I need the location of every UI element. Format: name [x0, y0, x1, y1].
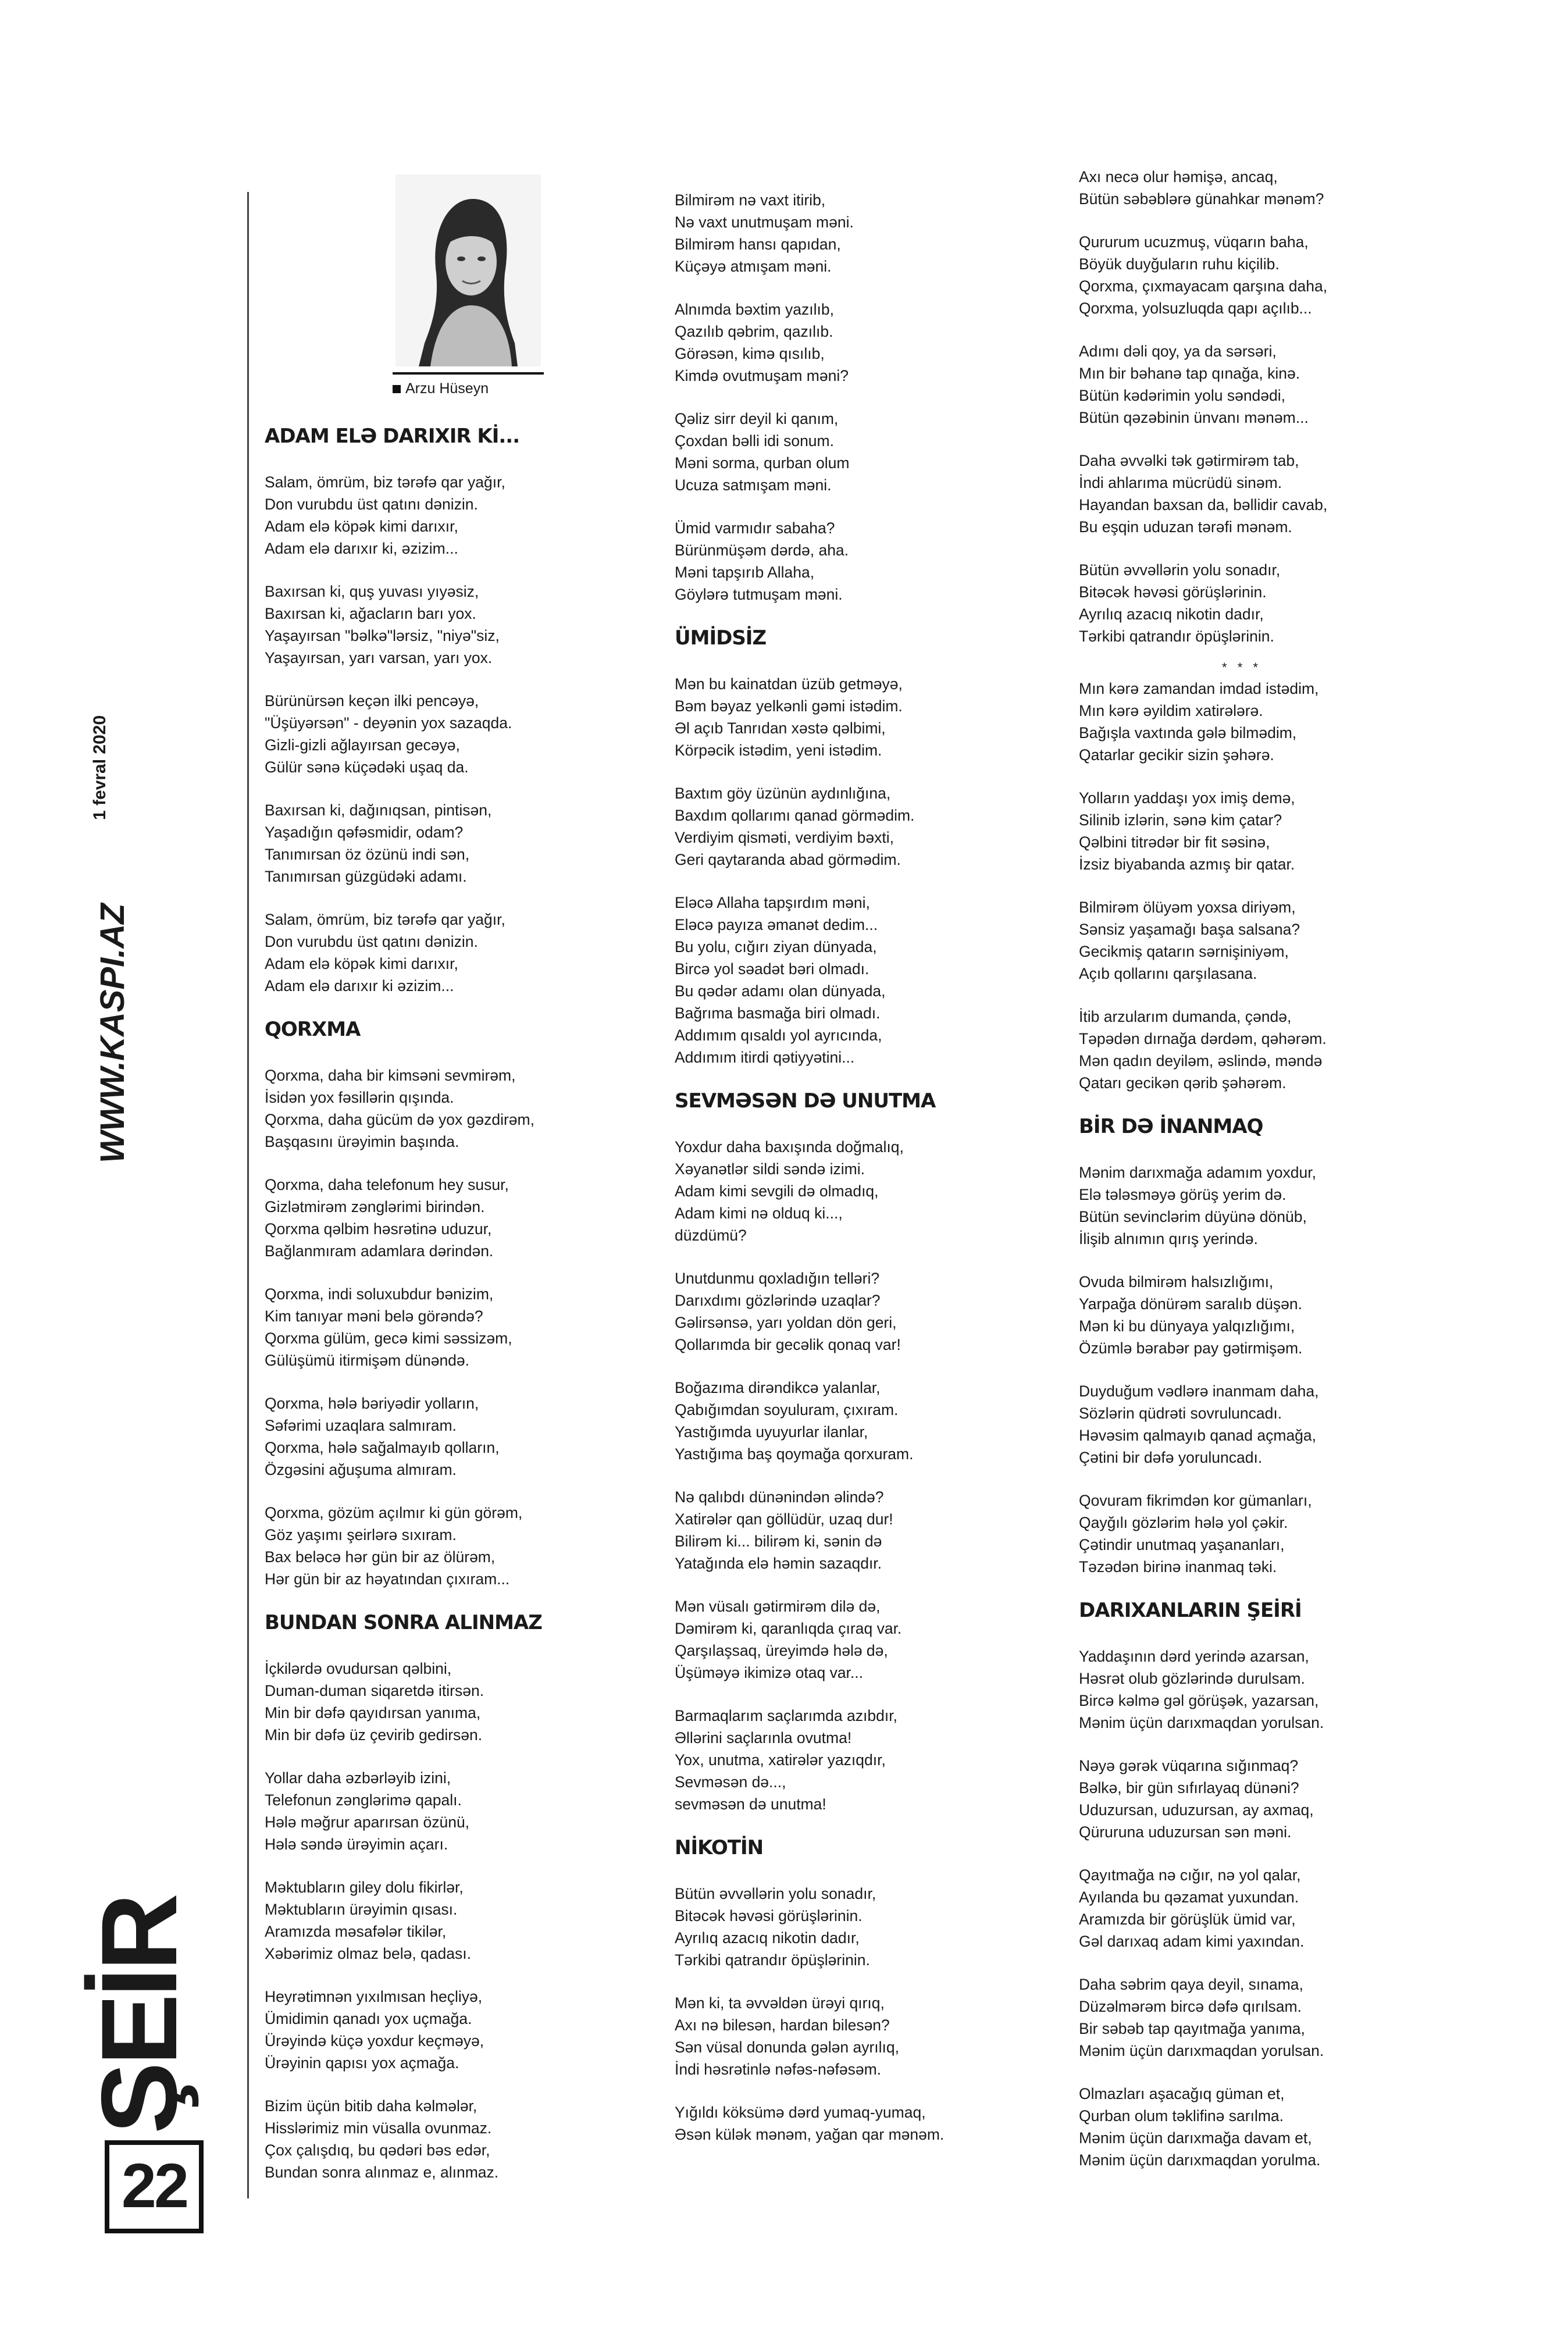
poem-title: QORXMA	[265, 1018, 361, 1041]
poem-line: Məktubların ürəyimin qısası.	[265, 1901, 458, 1918]
poem-line: Aramızda bir görüşlük ümid var,	[1079, 1911, 1296, 1928]
poem-line: Əsən külək mənəm, yağan qar mənəm.	[675, 2126, 945, 2143]
poem-line: Məktubların giley dolu fikirlər,	[265, 1879, 464, 1896]
poem-line: Mən qadın deyiləm, əslində, məndə	[1079, 1052, 1323, 1070]
poem-stanza	[265, 1392, 590, 1481]
poem-stanza	[1079, 2083, 1405, 2171]
poem-line: Axı necə olur həmişə, ancaq,	[1079, 168, 1278, 186]
poem-line: Yaddaşının dərd yerində azarsan,	[1079, 1648, 1309, 1665]
poem-stanza	[1079, 166, 1405, 210]
poem-line: Aramızda məsafələr tikilər,	[265, 1923, 447, 1940]
poem-line: Adam elə darıxır ki, əzizim...	[265, 540, 458, 557]
poem-line: Göylərə tutmuşam məni.	[675, 586, 843, 603]
poem-line: Qurban olum təklifinə sarılma.	[1079, 2107, 1284, 2125]
poem-stanza	[675, 673, 1000, 761]
poem-stanza	[265, 1876, 590, 1965]
poem-line: Ucuza satmışam məni.	[675, 476, 832, 494]
poem-line: Daha əvvəlki tək gətirmirəm tab,	[1079, 452, 1299, 469]
column-3	[1079, 166, 1405, 2192]
poem-stanza	[1079, 1755, 1405, 1843]
poem-line: Min bir dəfə qayıdırsan yanıma,	[265, 1704, 481, 1722]
poem-line: Baxırsan ki, dağınıqsan, pintisən,	[265, 801, 492, 819]
stanza-separator	[1079, 661, 1405, 674]
poem-stanza	[265, 1283, 590, 1371]
poem-stanza	[1079, 1380, 1405, 1469]
poem-stanza	[1079, 559, 1405, 647]
poem-stanza	[675, 189, 1000, 277]
poem-line: Yığıldı köksümə dərd yumaq-yumaq,	[675, 2104, 926, 2121]
poem-stanza	[265, 471, 590, 559]
poem-line: Yastığıma baş qoymağa qorxuram.	[675, 1445, 914, 1463]
poem-line: Tanımırsan öz özünü indi sən,	[265, 846, 470, 863]
poem-stanza	[1079, 787, 1405, 875]
poem-line: Mənim üçün darıxmağa davam et,	[1079, 2129, 1312, 2147]
poem-line: Kim tanıyar məni belə görəndə?	[265, 1307, 483, 1325]
poem-line: Bəm bəyaz yelkənli gəmi istədim.	[675, 697, 903, 715]
poem-line: Daha səbrim qaya deyil, sınama,	[1079, 1976, 1303, 1993]
poem-line: Göz yaşımı şeirlərə sıxıram.	[265, 1526, 457, 1544]
poem-line: Adam elə köpək kimi darıxır,	[265, 955, 458, 972]
poem-stanza	[1079, 450, 1405, 538]
poem-line: Ovuda bilmirəm halsızlığımı,	[1079, 1273, 1274, 1291]
poem-line: Gizli-gizli ağlayırsan gecəyə,	[265, 736, 460, 754]
poem-stanza	[1079, 1489, 1405, 1578]
poem-line: Qorxma, çıxmayacam qarşına daha,	[1079, 277, 1328, 295]
poem-line: Bilmirəm hansı qapıdan,	[675, 236, 841, 253]
poem-stanza	[265, 1502, 590, 1590]
poem-line: Ayrılıq azacıq nikotin dadır,	[675, 1929, 860, 1947]
poem-line: Görəsən, kimə qısılıb,	[675, 345, 825, 362]
poem-stanza	[675, 1595, 1000, 1684]
poem-line: Çətini bir dəfə yoruluncadı.	[1079, 1449, 1263, 1466]
poem-title: ADAM ELƏ DARIXIR Kİ...	[265, 425, 520, 448]
poem-stanza	[1079, 678, 1405, 766]
poem-line: Bütün sevinclərim düyünə dönüb,	[1079, 1208, 1307, 1225]
poem-line: Bundan sonra alınmaz e, alınmaz.	[265, 2164, 499, 2181]
poem-stanza	[265, 2095, 590, 2183]
poem-line: Yaşayırsan "bəlkə"lərsiz, "niyə"siz,	[265, 627, 500, 644]
poem-line: Baxdım qollarımı qanad görmədim.	[675, 807, 915, 824]
poem-line: Bircə kəlmə gəl görüşək, yazarsan,	[1079, 1692, 1319, 1709]
poem-stanza	[265, 1064, 590, 1153]
poem-line: Sözlərin qüdrəti sovruluncadı.	[1079, 1405, 1282, 1422]
poem-line: * * *	[1222, 660, 1261, 675]
poem-line: Bilmirəm nə vaxt itirib,	[675, 191, 826, 209]
poem-line: Ayılanda bu qəzamat yuxundan.	[1079, 1888, 1299, 1906]
poem-stanza	[675, 408, 1000, 496]
poem-line: Təpədən dırnağa dərdəm, qəhərəm.	[1079, 1030, 1327, 1047]
poem-stanza	[1079, 1645, 1405, 1734]
poem-line: Qorxma, daha gücüm də yox gəzdirəm,	[265, 1111, 534, 1128]
poem-line: Küçəyə atmışam məni.	[675, 258, 832, 275]
poem-line: Əl açıb Tanrıdan xəstə qəlbimi,	[675, 719, 886, 737]
poem-line: Nəyə gərək vüqarına sığınmaq?	[1079, 1757, 1299, 1774]
poem-line: Qovuram fikrimdən kor gümanları,	[1079, 1492, 1312, 1509]
poem-line: "Üşüyərsən" - deyənin yox sazaqda.	[265, 714, 512, 732]
poem-line: Don vurubdu üst qatını dənizin.	[265, 496, 478, 513]
poem-line: Özümlə bərabər pay gətirmişəm.	[1079, 1339, 1303, 1357]
poem-line: Mın kərə əyildim xatirələrə.	[1079, 702, 1263, 719]
poem-line: Tanımırsan güzgüdəki adamı.	[265, 868, 467, 885]
poem-line: Ümid varmıdır sabaha?	[675, 519, 835, 537]
poem-line: Bütün kədərimin yolu səndədi,	[1079, 387, 1286, 404]
poem-line: Əllərini saçlarınla ovutma!	[675, 1729, 852, 1747]
poem-line: Mən bu kainatdan üzüb getməyə,	[675, 675, 903, 693]
poem-stanza	[265, 1986, 590, 2074]
poem-line: Məni sorma, qurban olum	[675, 454, 850, 472]
poem-line: Qorxma, gözüm açılmır ki gün görəm,	[265, 1504, 523, 1521]
poem-stanza	[675, 892, 1000, 1068]
poem-line: Xəbərimiz olmaz belə, qadası.	[265, 1945, 471, 1962]
poem-line: Özgəsini ağuşuma almıram.	[265, 1461, 457, 1478]
poem-line: Dəmirəm ki, qaranlıqda çıraq var.	[675, 1620, 902, 1637]
poem-title: DARIXANLARIN ŞEİRİ	[1079, 1599, 1302, 1622]
poem-line: Heyrətimnən yıxılmısan heçliyə,	[265, 1988, 483, 2005]
poem-line: İndi həsrətinlə nəfəs-nəfəsəm.	[675, 2061, 882, 2078]
issue-date: 1 fevral 2020	[90, 715, 109, 820]
column-2	[675, 189, 1000, 2166]
poem-line: Mənim üçün darıxmaqdan yorulma.	[1079, 2151, 1321, 2169]
poem-line: Baxtım göy üzünün aydınlığına,	[675, 785, 891, 802]
poem-line: Gülür sənə küçədəki uşaq da.	[265, 758, 469, 776]
poem-line: Qüruruna uduzursan sən məni.	[1079, 1823, 1292, 1841]
poem-line: Telefonun zənglərimə qapalı.	[265, 1791, 462, 1809]
poem-line: Bağışla vaxtında gələ bilmədim,	[1079, 724, 1297, 742]
poem-line: Bağrıma basmağa biri olmadı.	[675, 1004, 881, 1022]
poem-line: Eləcə Allaha tapşırdım məni,	[675, 894, 870, 911]
poem-stanza	[675, 1267, 1000, 1356]
poem-title: BUNDAN SONRA ALINMAZ	[265, 1611, 542, 1634]
section-header	[80, 1873, 209, 2233]
column-divider	[247, 192, 249, 2198]
poem-title: NİKOTİN	[675, 1836, 764, 1859]
poem-line: Mən ki, ta əvvəldən ürəyi qırıq,	[675, 1994, 885, 2012]
poem-line: Yarpağa dönürəm saralıb düşən.	[1079, 1295, 1303, 1313]
poem-line: Səfərimi uzaqlara salmıram.	[265, 1417, 457, 1434]
poem-stanza	[1079, 1271, 1405, 1359]
website-url[interactable]: WWW.KASPI.AZ	[94, 903, 131, 1163]
poem-line: Düzəlmərəm bircə dəfə qırılsam.	[1079, 1998, 1302, 2015]
poem-line: Min bir dəfə üz çevirib gedirsən.	[265, 1726, 483, 1744]
poem-line: İndi ahlarıma mücrüdü sinəm.	[1079, 474, 1282, 491]
poem-stanza	[675, 1705, 1000, 1815]
poem-line: Üşüməyə ikimizə otaq var...	[675, 1664, 864, 1681]
poem-line: Sənsiz yaşamağı başa salsana?	[1079, 921, 1300, 938]
poem-stanza	[675, 2101, 1000, 2146]
poem-line: Bağlanmıram adamlara dərindən.	[265, 1242, 494, 1260]
poem-line: İzsiz biyabanda azmış bir qatar.	[1079, 856, 1295, 873]
poem-line: Qollarımda bir gecəlik qonaq var!	[675, 1336, 901, 1353]
poem-stanza	[265, 799, 590, 888]
poem-line: Salam, ömrüm, biz tərəfə qar yağır,	[265, 473, 505, 491]
poem-line: Baxırsan ki, quş yuvası yıyəsiz,	[265, 583, 479, 600]
poem-line: Uduzursan, uduzursan, ay axmaq,	[1079, 1801, 1314, 1819]
poem-title: ÜMİDSİZ	[675, 626, 767, 650]
poem-line: düzdümü?	[675, 1227, 747, 1244]
poem-line: Bitəcək həvəsi görüşlərinin.	[1079, 583, 1267, 601]
bullet-icon	[393, 385, 401, 393]
poem-line: Adımı dəli qoy, ya da sərsəri,	[1079, 343, 1277, 360]
poem-line: Nə qalıbdı dünənindən əlində?	[675, 1488, 884, 1506]
author-photo	[395, 174, 541, 366]
poem-line: Qabığımdan soyuluram, çıxıram.	[675, 1401, 899, 1419]
poem-line: Gecikmiş qatarın sərnişiniyəm,	[1079, 943, 1289, 960]
poem-line: Bütün əvvəllərin yolu sonadır,	[675, 1885, 876, 1902]
poem-line: Həsrət olub gözlərində durulsam.	[1079, 1670, 1305, 1687]
poem-line: Yaşadığın qəfəsmidir, odam?	[265, 824, 464, 841]
poem-stanza	[675, 782, 1000, 871]
section-title: ŞEİR	[80, 1897, 199, 2134]
poem-line: Gəl darıxaq adam kimi yaxından.	[1079, 1933, 1305, 1950]
poem-line: Qorxma, daha bir kimsəni sevmirəm,	[265, 1067, 516, 1084]
poem-line: Salam, ömrüm, biz tərəfə qar yağır,	[265, 911, 505, 928]
poem-line: Çətindir unutmaq yaşananları,	[1079, 1536, 1285, 1553]
poem-line: İçkilərdə ovudursan qəlbini,	[265, 1660, 452, 1677]
poem-line: Qayğılı gözlərim hələ yol çəkir.	[1079, 1514, 1288, 1531]
poem-stanza	[675, 1377, 1000, 1465]
poem-stanza	[1079, 1973, 1405, 2062]
poem-line: Bilmirəm ölüyəm yoxsa diriyəm,	[1079, 899, 1296, 916]
poem-stanza	[675, 298, 1000, 387]
poem-line: Xəyanətlər sildi səndə izimi.	[675, 1160, 865, 1178]
poem-line: İlişib alnımın qırış yerində.	[1079, 1230, 1258, 1248]
poem-title: SEVMƏSƏN DƏ UNUTMA	[675, 1089, 936, 1113]
poem-line: Yaşayırsan, yarı varsan, yarı yox.	[265, 649, 493, 667]
poem-line: Bitəcək həvəsi görüşlərinin.	[675, 1907, 863, 1925]
poem-line: Çoxdan bəlli idi sonum.	[675, 432, 834, 450]
author-caption	[393, 372, 544, 397]
poem-line: Hər gün bir az həyatından çıxıram...	[265, 1570, 510, 1588]
poem-line: Qəliz sirr deyil ki qanım,	[675, 410, 839, 427]
poem-stanza	[1079, 1006, 1405, 1094]
poem-line: Ürəyində küçə yoxdur keçməyə,	[265, 2032, 484, 2050]
poem-line: İsidən yox fəsillərin qışında.	[265, 1089, 454, 1106]
poem-line: Çox çalışdıq, bu qədəri bəs edər,	[265, 2141, 490, 2159]
poem-line: Qorxma, yolsuzluqda qapı açılıb...	[1079, 300, 1312, 317]
poem-line: Bu qədər adamı olan dünyada,	[675, 982, 886, 1000]
poem-line: Duman-duman siqaretdə itirsən.	[265, 1682, 484, 1699]
poem-line: Mən ki bu dünyaya yalqızlığımı,	[1079, 1317, 1295, 1335]
poem-line: Hələ səndə ürəyimin açarı.	[265, 1836, 448, 1853]
poem-line: Bəlkə, bir gün sıfırlayaq dünəni?	[1079, 1779, 1299, 1797]
poem-line: Qazılıb qəbrim, qazılıb.	[675, 323, 833, 340]
portrait-photo-icon	[395, 174, 541, 366]
poem-line: Qorxma qəlbim həsrətinə uduzur,	[265, 1220, 492, 1238]
poem-line: Bu eşqin uduzan tərəfi mənəm.	[1079, 518, 1292, 536]
poem-line: Qorxma, indi soluxubdur bənizim,	[265, 1285, 494, 1303]
poem-line: Don vurubdu üst qatını dənizin.	[265, 933, 478, 950]
poem-line: Açıb qollarını qarşılasana.	[1079, 965, 1257, 982]
poem-line: Silinib izlərin, sənə kim çatar?	[1079, 811, 1282, 829]
poem-line: Yolların yaddaşı yox imiş demə,	[1079, 789, 1295, 807]
poem-line: Mın kərə zamandan imdad istədim,	[1079, 680, 1319, 697]
column-1	[265, 425, 590, 2204]
poem-stanza	[675, 1136, 1000, 1246]
poem-line: Adam kimi sevgili də olmadıq,	[675, 1182, 879, 1200]
poem-stanza	[1079, 231, 1405, 319]
poem-line: Ürəyinin qapısı yox açmağa.	[265, 2054, 459, 2072]
poem-line: Yastığımda uyuyurlar ilanlar,	[675, 1423, 868, 1441]
poem-line: Unutdunmu qoxladığın telləri?	[675, 1270, 880, 1287]
poem-line: Axı nə bilesən, hardan bilesən?	[675, 2016, 890, 2034]
poem-line: Həvəsim qalmayıb qanad açmağa,	[1079, 1427, 1317, 1444]
poem-line: Adam elə köpək kimi darıxır,	[265, 518, 458, 535]
poem-line: Körpəcik istədim, yeni istədim.	[675, 742, 882, 759]
poem-line: Başqasını ürəyimin başında.	[265, 1133, 459, 1150]
poem-stanza	[675, 517, 1000, 605]
poem-line: Bürünürsən keçən ilki pencəyə,	[265, 692, 479, 710]
poem-title: BİR DƏ İNANMAQ	[1079, 1115, 1263, 1138]
poem-line: Bu yolu, cığırı ziyan dünyada,	[675, 938, 877, 956]
poem-line: Darıxdımı gözlərində uzaqlar?	[675, 1292, 881, 1309]
poem-line: Addımım qısaldı yol ayrıcında,	[675, 1027, 882, 1044]
poem-line: Mənim üçün darıxmaqdan yorulsan.	[1079, 1714, 1324, 1731]
poem-line: sevməsən də unutma!	[675, 1795, 826, 1813]
poem-line: Qəlbini titrədər bir fit səsinə,	[1079, 833, 1270, 851]
poem-line: Qorxma gülüm, gecə kimi səssizəm,	[265, 1330, 512, 1347]
poem-line: Elə tələsməyə görüş yerim də.	[1079, 1186, 1287, 1203]
poem-stanza	[265, 1174, 590, 1262]
poem-line: Məni tapşırıb Allaha,	[675, 564, 815, 581]
poem-line: Hayandan baxsan da, bəllidir cavab,	[1079, 496, 1328, 514]
poem-line: Qatarlar gecikir sizin şəhərə.	[1079, 746, 1274, 764]
poem-line: Tərkibi qatrandır öpüşlərinin.	[1079, 628, 1274, 645]
poem-line: Qarşılaşsaq, üreyimdə hələ də,	[675, 1642, 888, 1659]
poem-stanza	[675, 1992, 1000, 2080]
poem-line: Bir səbəb tap qayıtmağa yanıma,	[1079, 2020, 1305, 2037]
poem-line: Mənim darıxmağa adamım yoxdur,	[1079, 1164, 1316, 1181]
poem-line: Bizim üçün bitib daha kəlmələr,	[265, 2097, 477, 2115]
poem-stanza	[675, 1883, 1000, 1971]
poem-stanza	[675, 1486, 1000, 1574]
poem-line: Alnımda bəxtim yazılıb,	[675, 301, 834, 318]
poem-stanza	[1079, 896, 1405, 985]
poem-stanza	[265, 1767, 590, 1855]
poem-line: Böyük duyğuların ruhu kiçilib.	[1079, 255, 1280, 273]
poem-line: Yollar daha əzbərləyib izini,	[265, 1769, 451, 1787]
poem-line: Yox, unutma, xatirələr yazıqdır,	[675, 1751, 886, 1769]
poem-line: Təzədən birinə inanmaq təki.	[1079, 1558, 1277, 1576]
poem-line: İtib arzularım dumanda, çəndə,	[1079, 1008, 1292, 1025]
poem-line: Qorxma, hələ sağalmayıb qolların,	[265, 1439, 500, 1456]
poem-line: Tərkibi qatrandır öpüşlərinin.	[675, 1951, 870, 1969]
poem-line: Addımım itirdi qətiyyətini...	[675, 1049, 855, 1066]
poem-line: Bax beləcə hər gün bir az ölürəm,	[265, 1548, 496, 1566]
poem-line: Yatağında elə həmin sazaqdır.	[675, 1555, 882, 1572]
poem-line: Ayrılıq azacıq nikotin dadır,	[1079, 605, 1264, 623]
poem-line: Mənim üçün darıxmaqdan yorulsan.	[1079, 2042, 1324, 2059]
poem-line: Bütün əvvəllərin yolu sonadır,	[1079, 561, 1281, 579]
poem-line: Qorxma, daha telefonum hey susur,	[265, 1176, 509, 1193]
poem-line: Adam elə darıxır ki əzizim...	[265, 977, 454, 995]
poem-line: Sən vüsal donunda gələn ayrılıq,	[675, 2038, 899, 2056]
poem-line: Ümidimin qanadı yox uçmağa.	[265, 2010, 472, 2027]
poem-stanza	[1079, 1161, 1405, 1250]
poem-line: Kimdə ovutmuşam məni?	[675, 367, 849, 384]
poem-line: Duyduğum vədlərə inanmam daha,	[1079, 1382, 1319, 1400]
poem-stanza	[1079, 340, 1405, 429]
poem-line: Bütün qəzəbinin ünvanı mənəm...	[1079, 409, 1309, 426]
poem-line: Mın bir bəhanə tap qınağa, kinə.	[1079, 365, 1300, 382]
poem-line: Gəlirsənsə, yarı yoldan dön geri,	[675, 1314, 897, 1331]
poem-line: Eləcə payıza əmanət dedim...	[675, 916, 878, 933]
poem-line: Adam kimi nə olduq ki...,	[675, 1204, 843, 1222]
poem-line: Gizlətmirəm zənglərimi birindən.	[265, 1198, 485, 1216]
poem-stanza	[265, 580, 590, 669]
poem-line: Nə vaxt unutmuşam məni.	[675, 213, 854, 231]
poem-stanza	[265, 1658, 590, 1746]
poem-line: Hələ məğrur aparırsan özünü,	[265, 1813, 470, 1831]
poem-line: Qorxma, hələ bəriyədir yolların,	[265, 1395, 479, 1412]
poem-line: Xatirələr qan göllüdür, uzaq dur!	[675, 1510, 893, 1528]
poem-line: Boğazıma dirəndikcə yalanlar,	[675, 1379, 881, 1396]
page-number: 22	[105, 2140, 204, 2233]
poem-stanza	[265, 908, 590, 997]
poem-line: Bürünmüşəm dərdə, aha.	[675, 541, 849, 559]
poem-line: Yoxdur daha baxışında doğmalıq,	[675, 1138, 904, 1156]
poem-line: Bircə yol səadət bəri olmadı.	[675, 960, 869, 978]
poem-stanza	[1079, 1864, 1405, 1952]
poem-line: Verdiyim qisməti, verdiyim bəxti,	[675, 829, 894, 846]
poem-line: Barmaqlarım saçlarımda azıbdır,	[675, 1707, 897, 1724]
poem-line: Geri qaytaranda abad görmədim.	[675, 851, 901, 868]
poem-line: Hisslərimiz min vüsalla ovunmaz.	[265, 2119, 492, 2137]
poem-line: Bilirəm ki... bilirəm ki, sənin də	[675, 1533, 882, 1550]
poem-line: Qururum ucuzmuş, vüqarın baha,	[1079, 233, 1309, 251]
poem-stanza	[265, 690, 590, 778]
poem-line: Qayıtmağa nə cığır, nə yol qalar,	[1079, 1866, 1301, 1884]
poem-line: Baxırsan ki, ağacların barı yox.	[265, 605, 476, 622]
poem-line: Gülüşümü itirmişəm dünəndə.	[265, 1352, 470, 1369]
poem-line: Olmazları aşacağıq güman et,	[1079, 2085, 1285, 2102]
poem-line: Bütün səbəblərə günahkar mənəm?	[1079, 190, 1324, 208]
poem-line: Sevməsən də...,	[675, 1773, 786, 1791]
poem-line: Qatarı gecikən qərib şəhərəm.	[1079, 1074, 1287, 1092]
author-name: Arzu Hüseyn	[405, 380, 489, 397]
poem-line: Mən vüsalı gətirmirəm dilə də,	[675, 1598, 881, 1615]
